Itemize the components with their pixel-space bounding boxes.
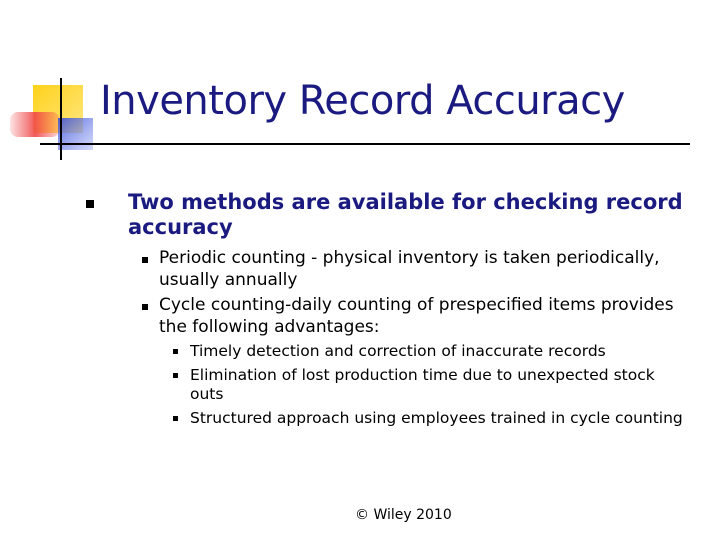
bullet-level3-text: Elimination of lost production time due to unexpected stock outs (190, 366, 655, 403)
copyright-footer: © Wiley 2010 (355, 507, 452, 523)
blue-square (58, 118, 93, 150)
slide-title: Inventory Record Accuracy (100, 78, 625, 124)
bullet-marker (173, 373, 178, 378)
bullet-level3-text: Structured approach using employees trained in cycle counting (190, 409, 683, 427)
red-bar (10, 112, 60, 137)
bullet-marker (173, 416, 178, 421)
bullet-level1-text: Two methods are available for checking record accuracy (128, 190, 683, 239)
bullet-level2-text: Cycle counting-daily counting of prespecified items provides the following advantages: (159, 295, 674, 337)
bullet-marker (86, 200, 94, 208)
bullet-marker (142, 257, 148, 263)
bullet-marker (142, 304, 148, 310)
bullet-marker (173, 349, 178, 354)
bullet-level2-text: Periodic counting - physical inventory is taken periodically, usually annually (159, 248, 660, 290)
title-underline (40, 143, 690, 145)
bullet-level3-text: Timely detection and correction of inaccurate records (190, 342, 606, 360)
